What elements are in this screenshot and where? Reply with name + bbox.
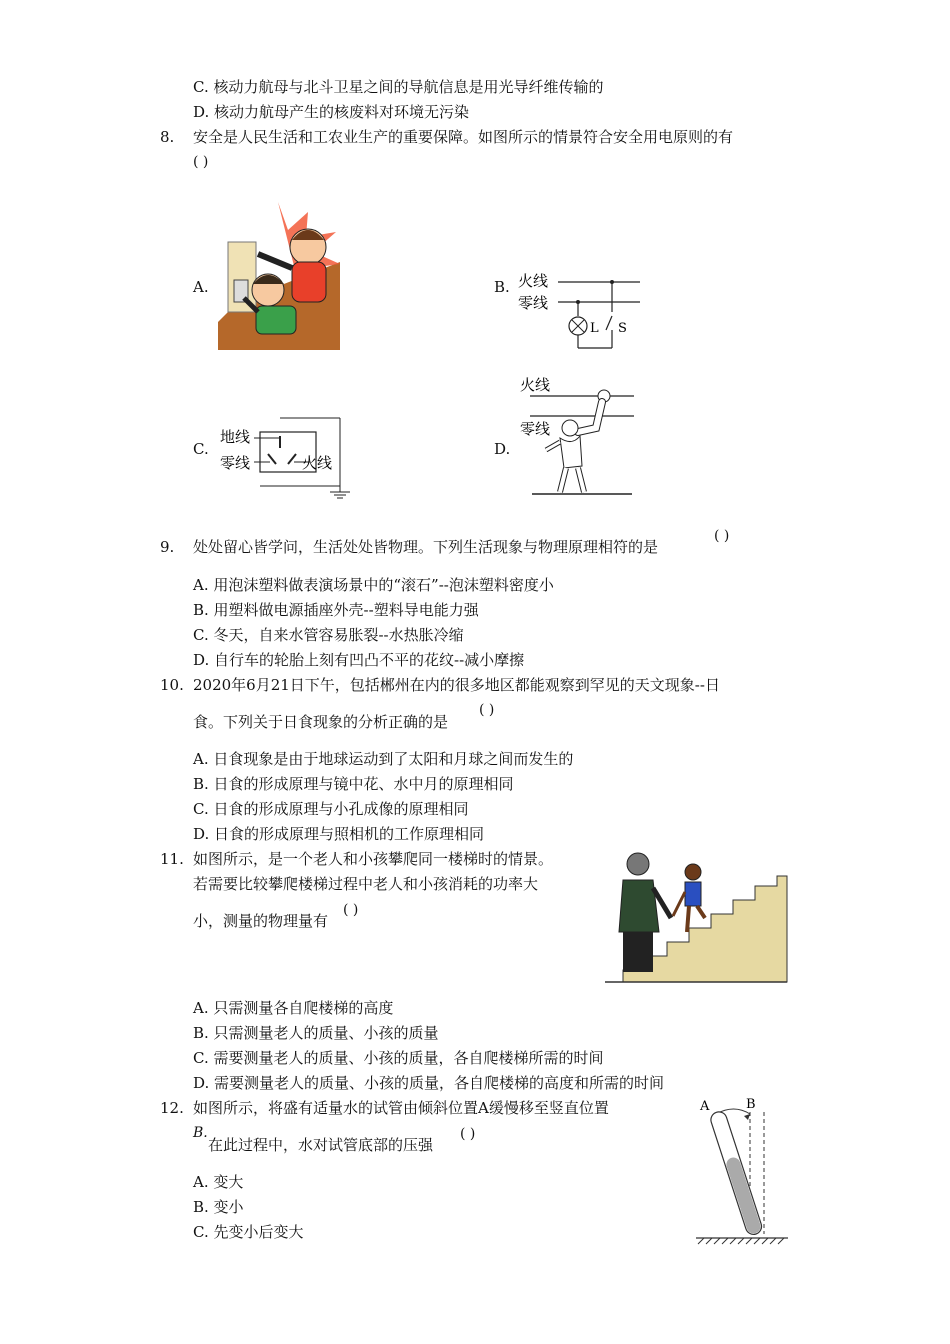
q8-b-lamp-label: L xyxy=(590,321,599,336)
q8-label-d: D. xyxy=(494,440,511,458)
q7-option-c: C. 核动力航母与北斗卫星之间的导航信息是用光导纤维传输的 xyxy=(193,78,604,96)
q10-option-d: D. 日食的形成原理与照相机的工作原理相同 xyxy=(193,825,485,843)
q8-figure-c-socket-wiring xyxy=(218,418,358,498)
q10-option-a: A. 日食现象是由于地球运动到了太阳和月球之间而发生的 xyxy=(193,750,574,768)
q11-figure-stairs-climbers xyxy=(605,852,787,984)
q10-stem-line2: 食。下列关于日食现象的分析正确的是 xyxy=(193,713,449,731)
q8-stem: 安全是人民生活和工农业生产的重要保障。如图所示的情景符合安全用电原则的有 xyxy=(193,128,734,146)
q8-figure-b-lamp-circuit xyxy=(518,266,642,352)
q12-stem-line2: 在此过程中，水对试管底部的压强 xyxy=(208,1136,434,1154)
q9-option-d: D. 自行车的轮胎上刻有凹凸不平的花纹--减小摩擦 xyxy=(193,651,525,669)
q12-position-b-label: B xyxy=(746,1097,756,1112)
q9-option-a: A. 用泡沫塑料做表演场景中的“滚石”--泡沫塑料密度小 xyxy=(193,576,554,594)
q12-option-a: A. 变大 xyxy=(193,1173,244,1191)
q8-label-b: B. xyxy=(494,278,510,296)
q10-option-c: C. 日食的形成原理与小孔成像的原理相同 xyxy=(193,800,469,818)
q11-option-a: A. 只需测量各自爬楼梯的高度 xyxy=(193,999,394,1017)
q10-option-b: B. 日食的形成原理与镜中花、水中月的原理相同 xyxy=(193,775,514,793)
q10-answer-paren: ( ) xyxy=(479,702,495,718)
q12-option-c: C. 先变小后变大 xyxy=(193,1223,304,1241)
q11-option-d: D. 需要测量老人的质量、小孩的质量，各自爬楼梯的高度和所需的时间 xyxy=(193,1074,665,1092)
q9-option-c: C. 冬天，自来水管容易胀裂--水热胀冷缩 xyxy=(193,626,464,644)
q9-number: 9. xyxy=(160,538,175,556)
q12-stem-position-b: B. xyxy=(193,1125,208,1141)
q11-option-c: C. 需要测量老人的质量、小孩的质量，各自爬楼梯所需的时间 xyxy=(193,1049,604,1067)
q11-stem-line3: 小，测量的物理量有 xyxy=(193,912,329,930)
q8-label-c: C. xyxy=(193,440,209,458)
q12-option-b: B. 变小 xyxy=(193,1198,244,1216)
q8-d-zero-label: 零线 xyxy=(520,420,551,438)
q9-option-b: B. 用塑料做电源插座外壳--塑料导电能力强 xyxy=(193,601,479,619)
q12-number: 12. xyxy=(160,1099,184,1117)
q12-position-a-label: A xyxy=(700,1099,710,1114)
q7-option-d: D. 核动力航母产生的核废料对环境无污染 xyxy=(193,103,470,121)
q9-answer-paren: ( ) xyxy=(714,528,730,544)
q8-number: 8. xyxy=(160,128,175,146)
q10-number: 10. xyxy=(160,676,184,694)
q8-c-fire-label: 火线 xyxy=(302,454,333,472)
q11-option-b: B. 只需测量老人的质量、小孩的质量 xyxy=(193,1024,439,1042)
q9-stem: 处处留心皆学问，生活处处皆物理。下列生活现象与物理原理相符的是 xyxy=(193,538,659,556)
q8-figure-d-person-touching-wire xyxy=(520,374,636,498)
q8-b-zero-label: 零线 xyxy=(518,294,549,312)
q8-figure-a-children-socket xyxy=(218,202,340,350)
q8-b-switch-label: S xyxy=(618,321,627,336)
q11-stem-line2: 若需要比较攀爬楼梯过程中老人和小孩消耗的功率大 xyxy=(193,875,539,893)
q8-c-zero-label: 零线 xyxy=(220,454,251,472)
q8-d-fire-label: 火线 xyxy=(520,376,551,394)
q8-c-ground-label: 地线 xyxy=(220,428,251,446)
q8-b-fire-label: 火线 xyxy=(518,272,549,290)
q12-figure-test-tube xyxy=(694,1096,790,1248)
q12-answer-paren: ( ) xyxy=(460,1126,476,1142)
q11-number: 11. xyxy=(160,850,184,868)
q8-label-a: A. xyxy=(193,278,209,296)
q11-answer-paren: ( ) xyxy=(343,902,359,918)
q10-stem-line1: 2020年6月21日下午，包括郴州在内的很多地区都能观察到罕见的天文现象--日 xyxy=(193,676,720,694)
q11-stem-line1: 如图所示，是一个老人和小孩攀爬同一楼梯时的情景。 xyxy=(193,850,554,868)
q8-answer-paren: ( ) xyxy=(193,154,209,170)
q12-stem-line1: 如图所示，将盛有适量水的试管由倾斜位置A缓慢移至竖直位置 xyxy=(193,1099,609,1117)
